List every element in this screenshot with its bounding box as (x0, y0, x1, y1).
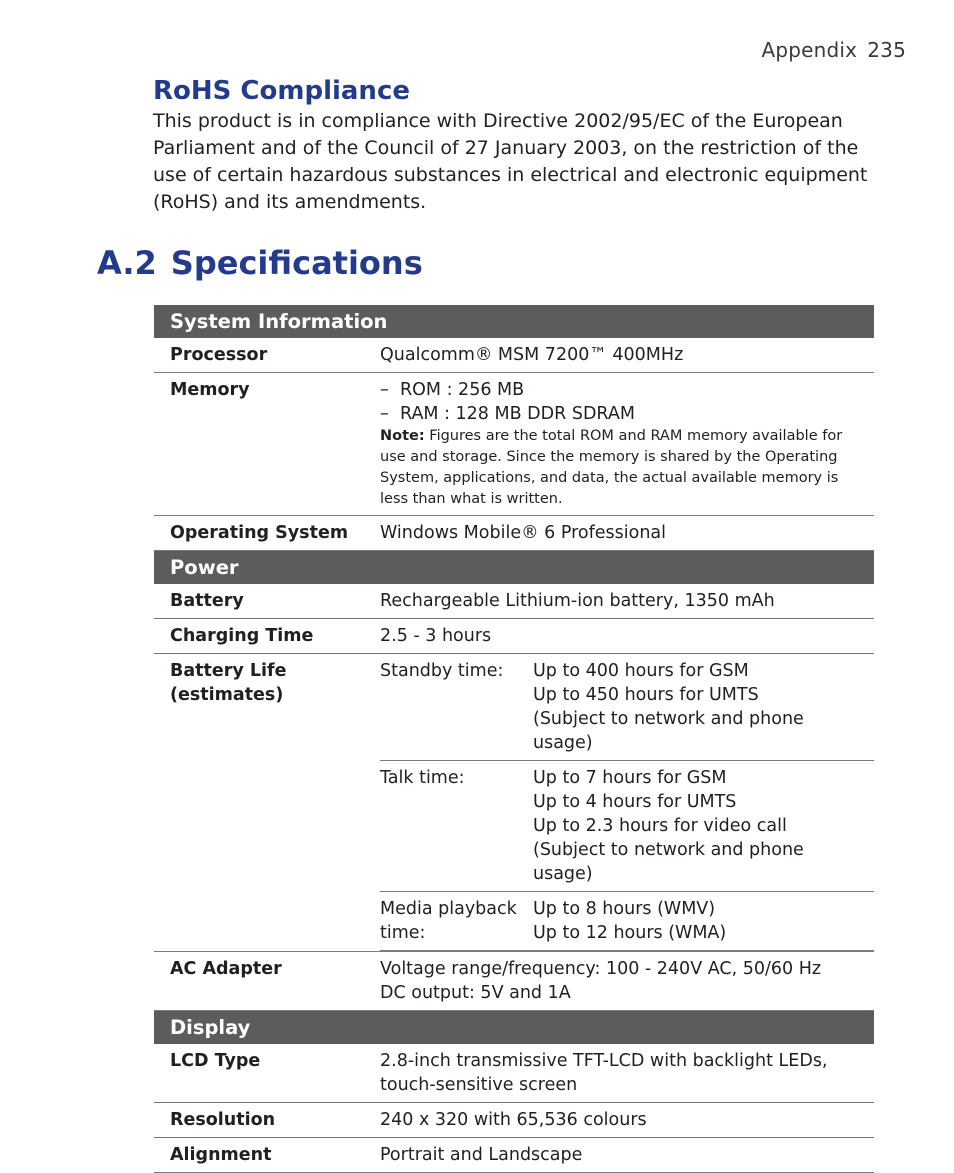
spec-value: 2.5 - 3 hours (380, 619, 874, 654)
spec-value (380, 654, 874, 952)
sub-label: Standby time: (380, 654, 533, 761)
category-heading: Display (154, 1011, 874, 1045)
spec-label: Resolution (154, 1103, 380, 1138)
spec-value: 240 x 320 with 65,536 colours (380, 1103, 874, 1138)
dash: – (380, 380, 389, 400)
category-system (154, 305, 874, 338)
spec-value: Rechargeable Lithium-ion battery, 1350 mAh (380, 584, 874, 619)
dash: – (380, 404, 389, 424)
page-header (761, 38, 906, 62)
spec-value: Windows Mobile® 6 Professional (380, 516, 874, 551)
spec-value: Portrait and Landscape (380, 1138, 874, 1173)
section-name: Specifications (170, 244, 423, 282)
header-section: Appendix (761, 38, 858, 62)
spec-value (380, 373, 874, 516)
section-number: A.2 (97, 244, 157, 282)
note-label: Note: (380, 428, 425, 444)
sub-row-standby (380, 654, 874, 761)
specifications-table (154, 305, 874, 1173)
category-heading: Power (154, 551, 874, 585)
category-display (154, 1011, 874, 1045)
spec-row-alignment (154, 1138, 874, 1173)
spec-row-memory (154, 373, 874, 516)
spec-label: Battery (154, 584, 380, 619)
spec-label: Memory (154, 373, 380, 516)
spec-label: Charging Time (154, 619, 380, 654)
spec-label: Battery Life (estimates) (154, 654, 380, 952)
spec-value: Qualcomm® MSM 7200™ 400MHz (380, 338, 874, 373)
spec-row-lcd (154, 1044, 874, 1103)
spec-row-battery (154, 584, 874, 619)
spec-row-ac-adapter (154, 952, 874, 1011)
spec-row-processor (154, 338, 874, 373)
spec-label: Processor (154, 338, 380, 373)
spec-label: AC Adapter (154, 952, 380, 1011)
memory-item: – RAM : 128 MB DDR SDRAM (380, 404, 635, 424)
spec-row-charging (154, 619, 874, 654)
spec-label: Operating System (154, 516, 380, 551)
spec-label: LCD Type (154, 1044, 380, 1103)
category-power (154, 551, 874, 585)
sub-value: Up to 8 hours (WMV) Up to 12 hours (WMA) (533, 892, 874, 951)
spec-row-battery-life (154, 654, 874, 952)
spec-row-resolution (154, 1103, 874, 1138)
battery-life-subtable (380, 654, 874, 951)
memory-item: – ROM : 256 MB (380, 380, 525, 400)
spec-value: Voltage range/frequency: 100 - 240V AC, 50/60 Hz DC output: 5V and 1A (380, 952, 874, 1011)
sub-row-talk (380, 761, 874, 892)
section-title (97, 244, 423, 282)
sub-row-media (380, 892, 874, 951)
rohs-body: This product is in compliance with Directive 2002/95/EC of the European Parliament and of the Council of 27 January 2003, on the restriction of the use of certain hazardous substances in electrical and electronic equipment (RoHS) and its amendments. (153, 110, 868, 213)
rohs-title: RoHS Compliance (153, 76, 410, 106)
note-text: Figures are the total ROM and RAM memory available for use and storage. Since the memory is shared by the Operating System, applications, and data, the actual available memory is less than what is written. (380, 428, 843, 507)
sub-value: Up to 400 hours for GSM Up to 450 hours for UMTS (Subject to network and phone usage) (533, 654, 874, 761)
spec-label: Alignment (154, 1138, 380, 1173)
sub-label: Media playback time: (380, 892, 533, 951)
spec-row-os (154, 516, 874, 551)
sub-label: Talk time: (380, 761, 533, 892)
category-heading: System Information (154, 305, 874, 338)
memory-note (380, 426, 858, 510)
sub-value: Up to 7 hours for GSM Up to 4 hours for UMTS Up to 2.3 hours for video call (Subject to network and phone usage) (533, 761, 874, 892)
spec-value: 2.8-inch transmissive TFT-LCD with backlight LEDs, touch-sensitive screen (380, 1044, 874, 1103)
page-number: 235 (867, 38, 906, 62)
